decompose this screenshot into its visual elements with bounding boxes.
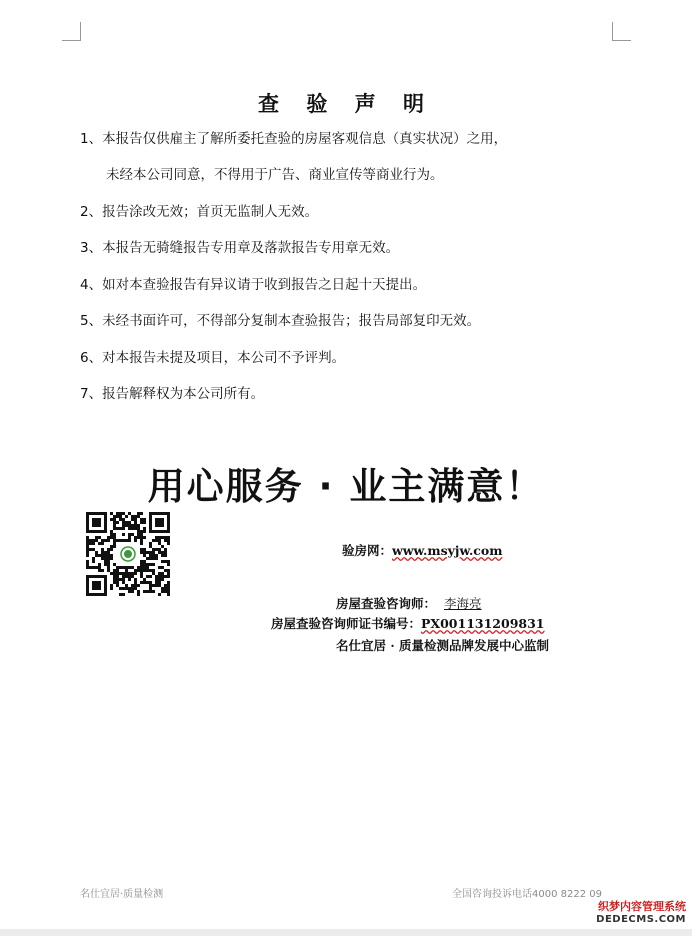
slogan: 用心服务 · 业主满意！ [147, 465, 545, 508]
watermark-line-1: 织梦内容管理系统 [598, 900, 686, 913]
certificate-label: 房屋查验咨询师证书编号： [271, 616, 422, 631]
clause-3: 3、本报告无骑缝报告专用章及落款报告专用章无效。 [80, 240, 400, 256]
certificate-line [271, 614, 544, 632]
page-corner-mark-right [612, 22, 631, 41]
bottom-strip [0, 929, 692, 936]
clause-2: 2、报告涂改无效；首页无监制人无效。 [80, 203, 319, 220]
website-link[interactable]: www.msyjw.com [392, 543, 503, 558]
clause-4: 4、如对本查验报告有异议请于收到报告之日起十天提出。 [80, 276, 427, 293]
certificate-number: PX001131209831 [421, 616, 545, 631]
clause-7: 7、报告解释权为本公司所有。 [80, 386, 265, 402]
footer-left: 名仕宜居·质量检测 [80, 889, 164, 900]
watermark-line-2: DEDECMS.COM [596, 914, 686, 925]
website-line [342, 541, 502, 559]
inspector-label: 房屋查验咨询师： [336, 596, 437, 611]
inspector-name: 李海亮 [444, 596, 482, 611]
watermark [578, 900, 686, 926]
clause-1 [80, 130, 620, 184]
inspector-line [336, 594, 498, 612]
qr-code-icon [86, 512, 170, 596]
page-corner-mark-left [62, 22, 81, 41]
clause-1-continuation: 未经本公司同意，不得用于广告、商业宣传等商业行为。 [106, 167, 444, 183]
supervision-line: 名仕宜居 · 质量检测品牌发展中心监制 [336, 638, 550, 653]
clause-5: 5、未经书面许可，不得部分复制本查验报告；报告局部复印无效。 [80, 313, 481, 329]
page-title: 查 验 声 明 [258, 91, 434, 116]
statement-clauses [80, 130, 620, 403]
clause-1-text: 1、本报告仅供雇主了解所委托查验的房屋客观信息（真实状况）之用， [80, 131, 508, 147]
clause-6: 6、对本报告未提及项目，本公司不予评判。 [80, 349, 346, 366]
footer-right: 全国咨询投诉电话4000 8222 09 [452, 889, 602, 900]
website-label: 验房网： [342, 543, 393, 558]
